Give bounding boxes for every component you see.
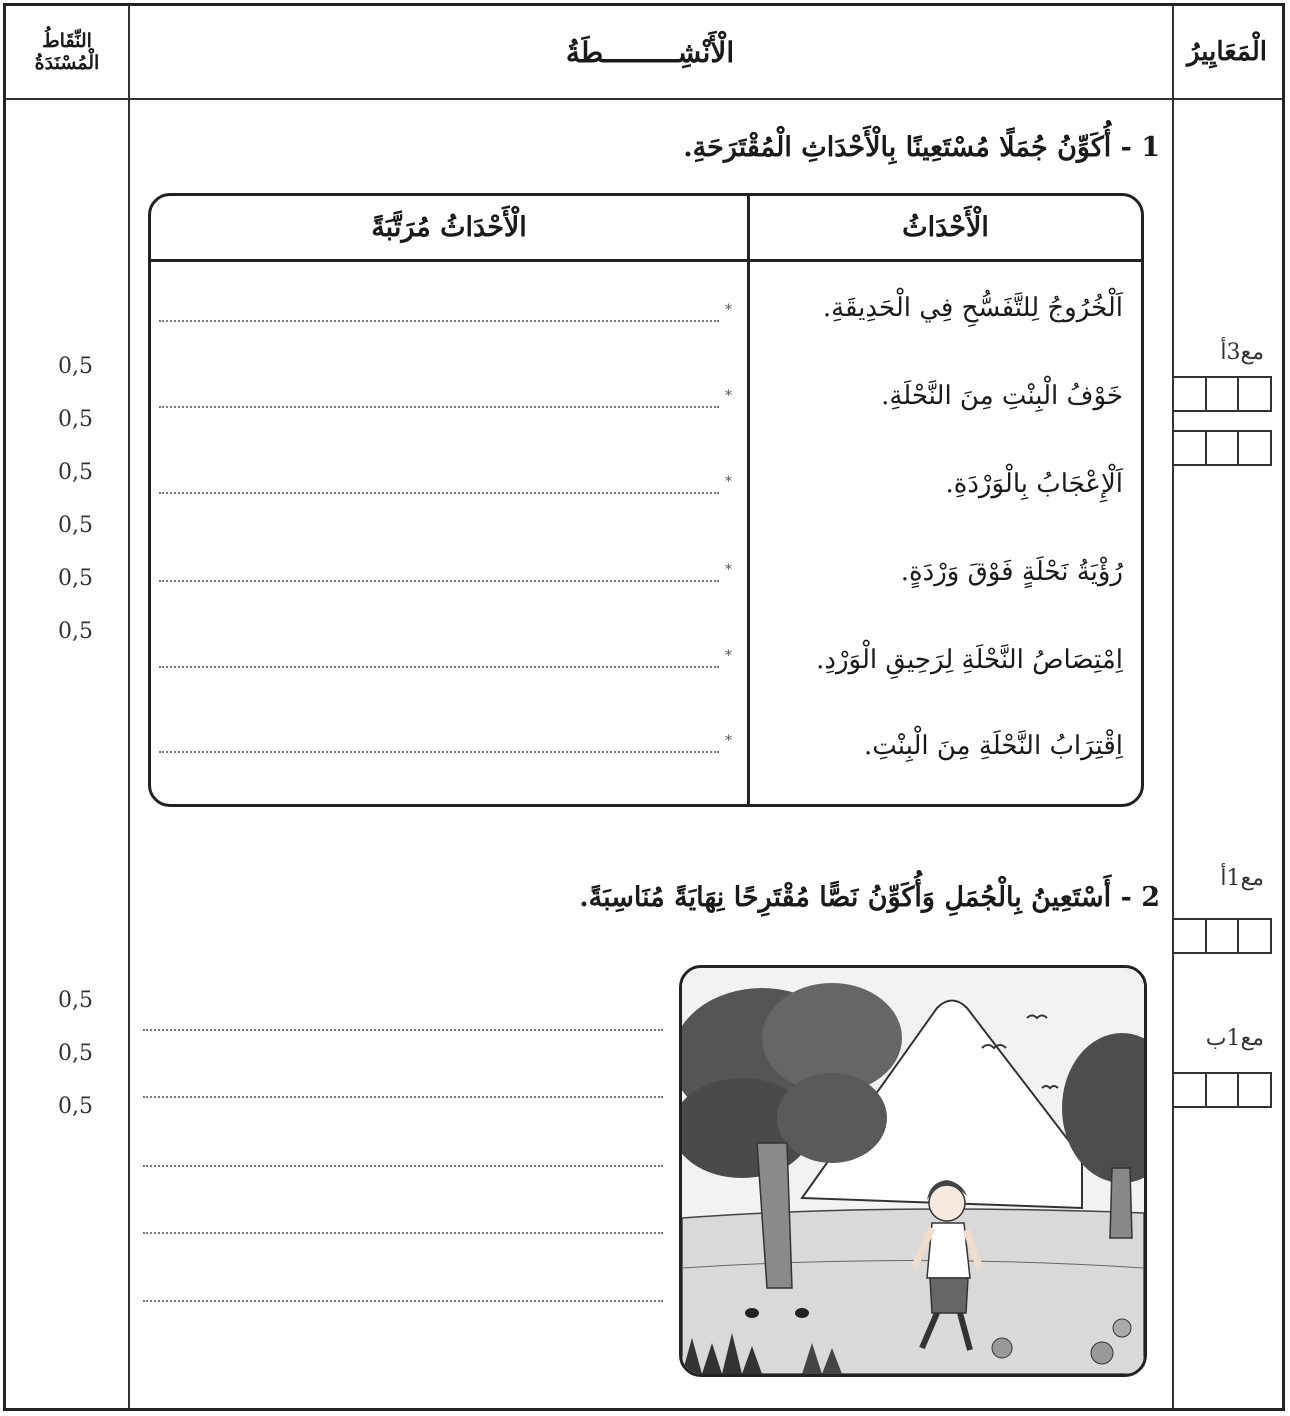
score-boxes[interactable] (1172, 918, 1272, 954)
text-line-5[interactable] (143, 1300, 663, 1302)
points-value: 0,5 (58, 354, 93, 379)
events-column-divider (747, 196, 750, 804)
criterion-label: مع1ب (1205, 1026, 1264, 1051)
answer-line-2[interactable] (159, 406, 719, 408)
bullet-star: * (725, 562, 732, 578)
events-header-divider (151, 259, 1141, 262)
answer-line-1[interactable] (159, 320, 719, 322)
bullet-star: * (725, 474, 732, 490)
event-3: اَلْإِعْجَابُ بِالْوَرْدَةِ. (945, 469, 1123, 499)
bullet-star: * (725, 388, 732, 404)
criterion-label: مع1أ (1220, 866, 1264, 891)
criteria-column-divider (1172, 6, 1174, 1408)
score-boxes[interactable] (1172, 1072, 1272, 1108)
ordered-events-header: الْأَحْدَاثُ مُرَتَّبَةً (371, 212, 527, 243)
worksheet (3, 3, 1285, 1411)
event-2: خَوْفُ الْبِنْتِ مِنَ النَّحْلَةِ. (881, 381, 1123, 411)
illustration-girl-in-park (679, 965, 1147, 1377)
points-value: 0,5 (58, 460, 93, 485)
activities-header: الْأَنْشِـــــــــطَةُ (565, 35, 735, 69)
event-1: اَلْخُرُوجُ لِلتَّفَسُّحِ فِي الْحَدِيقَةِ. (822, 293, 1123, 323)
bullet-star: * (725, 733, 732, 749)
points-value: 0,5 (58, 1094, 93, 1119)
question-1-title: 1 - أُكَوِّنُ جُمَلًا مُسْتَعِينًا بِالْأَحْدَاثِ الْمُقْتَرَحَةِ. (683, 132, 1160, 163)
criterion-label: مع3أ (1220, 340, 1264, 365)
event-4: رُؤْيَةُ نَحْلَةٍ فَوْقَ وَرْدَةٍ. (900, 557, 1123, 587)
text-line-4[interactable] (143, 1232, 663, 1234)
criteria-header: الْمَعَايِيرُ (1186, 37, 1268, 67)
points-header-line2: الْمُسْنَدَةُ (34, 52, 100, 74)
points-value: 0,5 (58, 988, 93, 1013)
points-value: 0,5 (58, 513, 93, 538)
answer-line-4[interactable] (159, 580, 719, 582)
bullet-star: * (725, 648, 732, 664)
bullet-star: * (725, 302, 732, 318)
header-divider (6, 98, 1282, 100)
text-line-1[interactable] (143, 1029, 663, 1031)
points-value: 0,5 (58, 407, 93, 432)
points-value: 0,5 (58, 566, 93, 591)
event-6: اِقْتِرَابُ النَّحْلَةِ مِنَ الْبِنْتِ. (863, 731, 1123, 761)
points-value: 0,5 (58, 1041, 93, 1066)
answer-line-6[interactable] (159, 751, 719, 753)
events-header: الْأَحْدَاثُ (902, 212, 989, 243)
score-boxes[interactable] (1172, 430, 1272, 466)
points-column-divider (128, 6, 130, 1408)
question-2-title: 2 - أَسْتَعِينُ بِالْجُمَلِ وَأُكَوِّنُ نَصًّا مُقْتَرِحًا نِهَايَةً مُنَاسِبَةً. (579, 882, 1160, 913)
points-value: 0,5 (58, 619, 93, 644)
answer-line-5[interactable] (159, 666, 719, 668)
park-illustration-svg (682, 968, 1144, 1374)
answer-line-3[interactable] (159, 492, 719, 494)
text-line-3[interactable] (143, 1165, 663, 1167)
score-boxes[interactable] (1172, 376, 1272, 412)
points-header (6, 6, 128, 98)
event-5: اِمْتِصَاصُ النَّحْلَةِ لِرَحِيقِ الْوَرْدِ. (816, 645, 1123, 675)
events-table (148, 193, 1144, 807)
points-header-line1: النِّقَاطُ (42, 30, 92, 52)
text-line-2[interactable] (143, 1096, 663, 1098)
